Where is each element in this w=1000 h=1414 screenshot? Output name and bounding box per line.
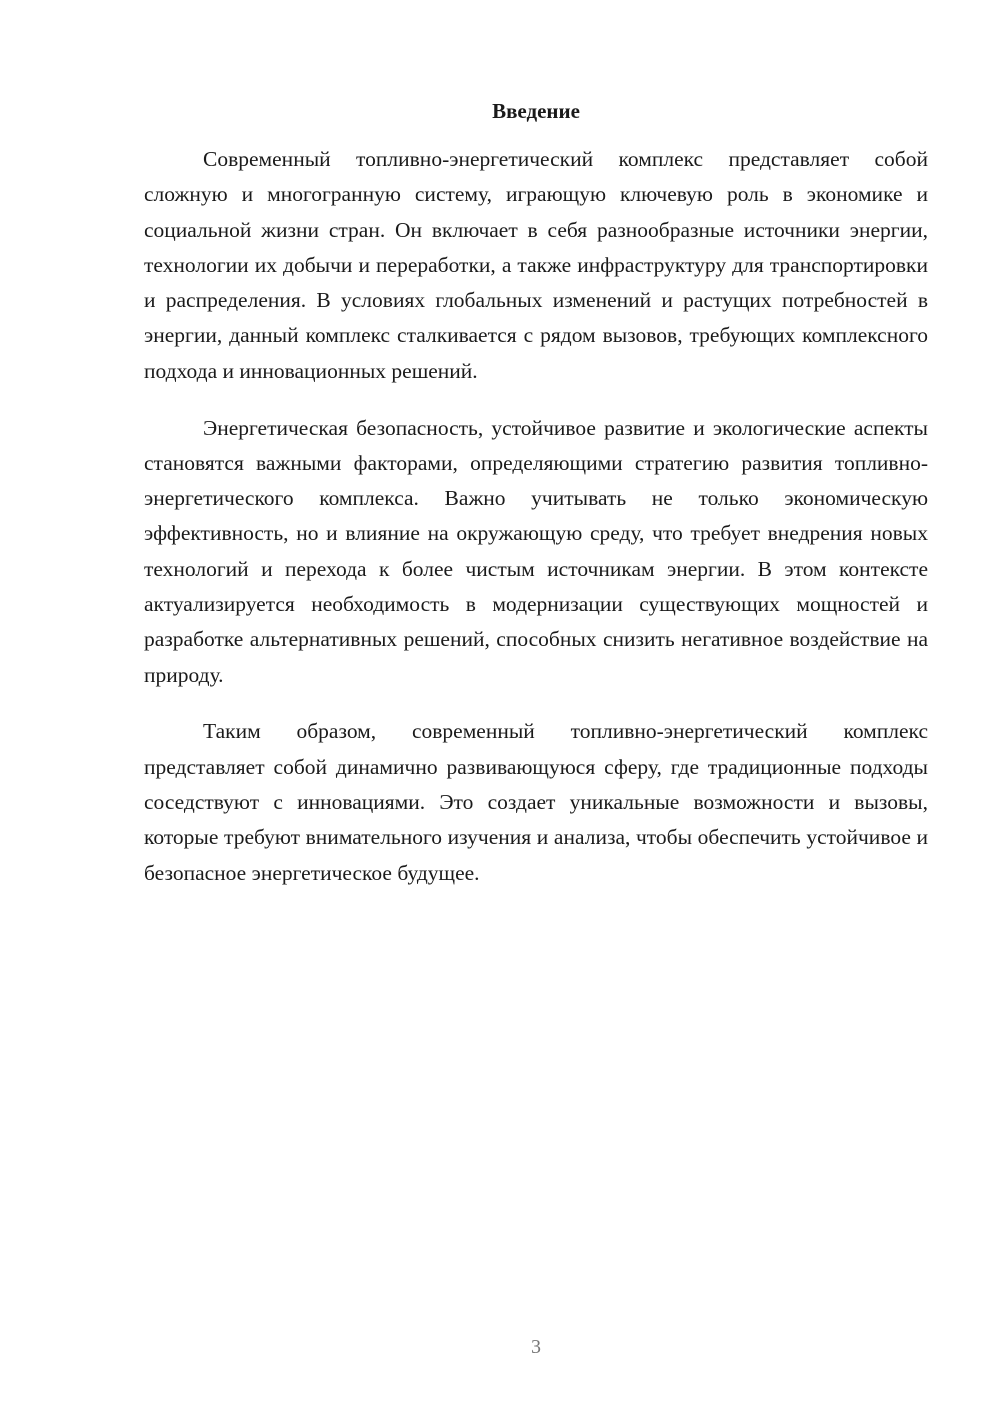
- paragraph-1: Современный топливно-энергетический комплекс представляет собой сложную и многогранную систему, играющую ключевую роль в экономике и социальной жизни стран. Он включает в себя разнообразные источники энергии, технологии их добычи и переработки, а также инфраструктуру для транспортировки и распределения. В условиях глобальных изменений и растущих потребностей в энергии, данный комплекс сталкивается с рядом вызовов, требующих комплексного подхода и инновационных решений.: [144, 147, 928, 383]
- section-heading: Введение: [492, 99, 580, 123]
- paragraph-2: Энергетическая безопасность, устойчивое развитие и экологические аспекты становятся важными факторами, определяющими стратегию развития топливно-энергетического комплекса. Важно учитывать не только экономическую эффективность, но и влияние на окружающую среду, что требует внедрения новых технологий и перехода к более чистым источникам энергии. В этом контексте актуализируется необходимость в модернизации существующих мощностей и разработке альтернативных решений, способных снизить негативное воздействие на природу.: [144, 415, 928, 687]
- body-text: [144, 142, 928, 891]
- paragraph-3: Таким образом, современный топливно-энергетический комплекс представляет собой динамично развивающуюся сферу, где традиционные подходы соседствуют с инновациями. Это создает уникальные возможности и вызовы, которые требуют внимательного изучения и анализа, чтобы обеспечить устойчивое и безопасное энергетическое будущее.: [144, 719, 928, 885]
- page-number: 3: [531, 1336, 541, 1358]
